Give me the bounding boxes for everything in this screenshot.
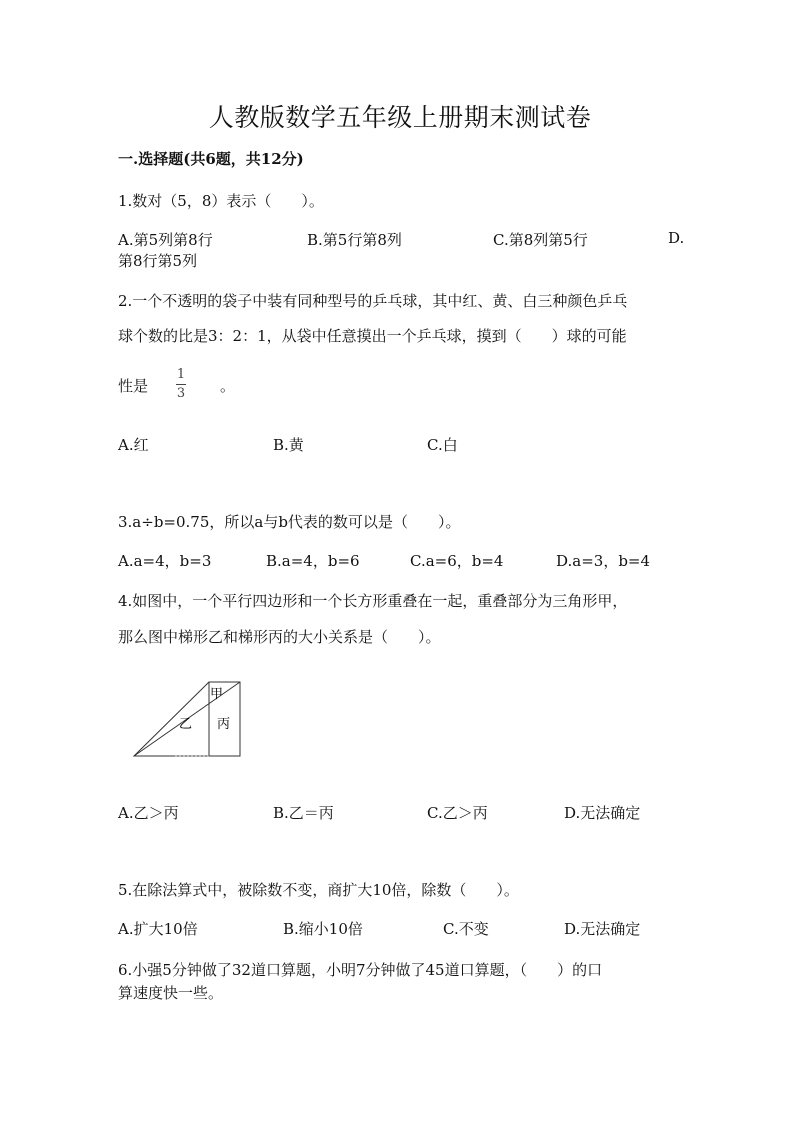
question-5-text: 5.在除法算式中，被除数不变，商扩大10倍，除数（ ）。 — [118, 881, 519, 899]
label-yi: 乙 — [179, 717, 193, 732]
fraction-numerator: 1 — [176, 367, 186, 382]
q4-option-b[interactable]: B.乙＝丙 — [273, 804, 334, 822]
page-title: 人教版数学五年级上册期末测试卷 — [208, 103, 592, 132]
q1-option-d-text: 第8行第5列 — [118, 252, 198, 270]
q1-option-c[interactable]: C.第8列第5行 — [493, 231, 588, 249]
q4-option-c[interactable]: C.乙＞丙 — [427, 804, 488, 822]
question-6-line-1: 6.小强5分钟做了32道口算题，小明7分钟做了45道口算题，（ ）的口 — [118, 961, 603, 979]
q4-option-d[interactable]: D.无法确定 — [564, 804, 641, 822]
q1-option-a[interactable]: A.第5列第8行 — [118, 231, 213, 249]
q4-option-a[interactable]: A.乙＞丙 — [118, 804, 179, 822]
question-6-line-2: 算速度快一些。 — [118, 984, 224, 1002]
q1-option-b[interactable]: B.第5行第8列 — [307, 231, 402, 249]
section-heading: 一.选择题(共6题，共12分) — [118, 150, 304, 168]
fraction-bar — [176, 384, 186, 385]
question-4-line-2: 那么图中梯形乙和梯形丙的大小关系是（ ）。 — [118, 628, 441, 646]
label-bing: 丙 — [217, 717, 231, 732]
question-2-line-1: 2.一个不透明的袋子中装有同种型号的乒乓球，其中红、黄、白三种颜色乒乓 — [118, 292, 628, 310]
q3-option-b[interactable]: B.a=4，b=6 — [266, 552, 360, 570]
parallelogram-rectangle-figure — [130, 676, 250, 760]
q3-option-a[interactable]: A.a=4，b=3 — [118, 552, 212, 570]
q2-option-b[interactable]: B.黄 — [273, 436, 304, 454]
question-2-line-3: 性是 — [118, 377, 149, 395]
q2-option-c[interactable]: C.白 — [427, 436, 458, 454]
question-4-line-1: 4.如图中，一个平行四边形和一个长方形重叠在一起，重叠部分为三角形甲， — [118, 592, 628, 610]
q5-option-b[interactable]: B.缩小10倍 — [283, 920, 363, 938]
q5-option-a[interactable]: A.扩大10倍 — [118, 920, 198, 938]
q5-option-d[interactable]: D.无法确定 — [564, 920, 641, 938]
q3-option-c[interactable]: C.a=6，b=4 — [410, 552, 504, 570]
fraction-one-third — [176, 367, 186, 402]
q2-option-a[interactable]: A.红 — [118, 436, 149, 454]
q3-option-d[interactable]: D.a=3，b=4 — [556, 552, 651, 570]
fraction-denominator: 3 — [176, 386, 186, 401]
question-3-text: 3.a÷b=0.75，所以a与b代表的数可以是（ ）。 — [118, 513, 461, 531]
question-2-line-2: 球个数的比是3：2：1，从袋中任意摸出一个乒乓球，摸到（ ）球的可能 — [118, 327, 627, 345]
q1-option-d-label[interactable]: D. — [668, 229, 685, 247]
label-jia: 甲 — [210, 687, 224, 702]
q5-option-c[interactable]: C.不变 — [443, 920, 489, 938]
question-1-text: 1.数对（5，8）表示（ ）。 — [118, 192, 324, 210]
question-2-line-3-end: 。 — [220, 377, 236, 395]
